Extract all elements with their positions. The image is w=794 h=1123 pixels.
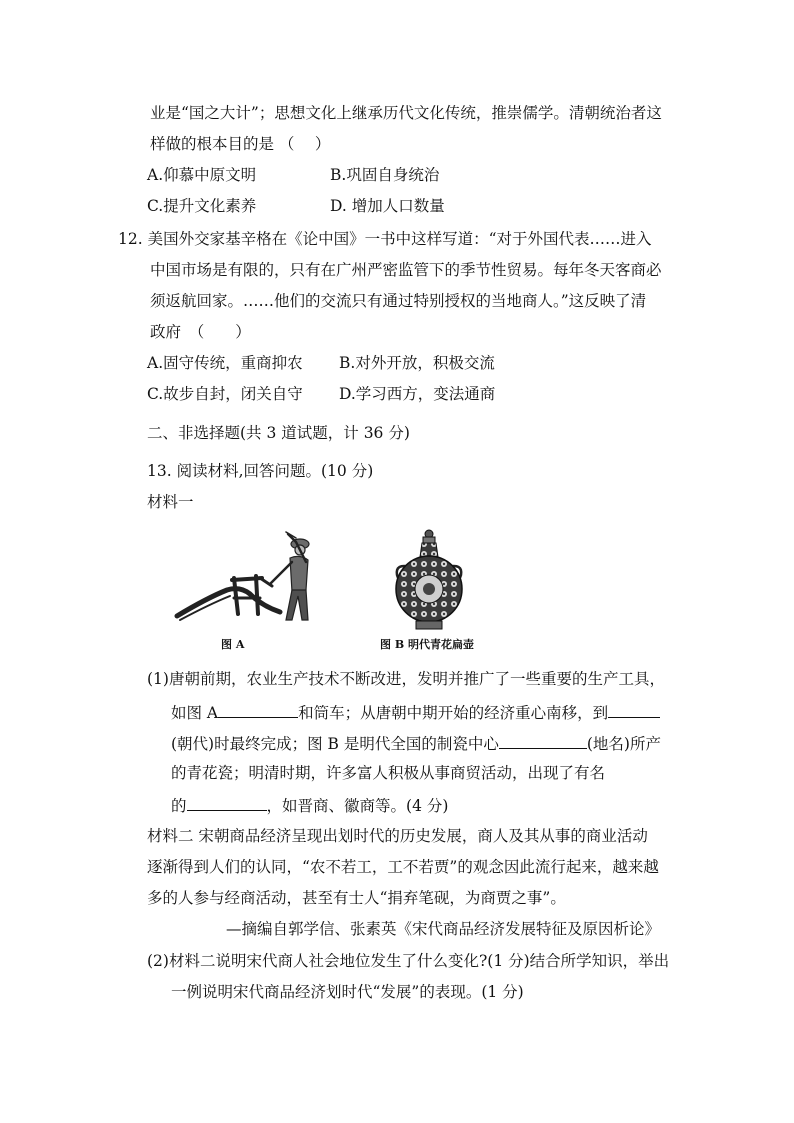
material-two-line1: 材料二 宋朝商品经济呈现出划时代的历史发展，商人及其从事的商业活动 [147,827,648,845]
material-two-line2: 逐渐得到人们的认同，“农不若工，工不若贾”的观念因此流行起来，越来越 [147,858,659,876]
answer-blank-tool[interactable] [218,701,298,718]
section-heading: 二、非选择题(共 3 道试题，计 36 分) [147,424,410,442]
material-two-line3: 多的人参与经商活动，甚至有士人“捐弃笔砚，为商贾之事”。 [147,889,566,907]
q11-stem-line1: 业是“国之大计”；思想文化上继承历代文化传统，推崇儒学。清朝统治者这 [150,104,662,122]
answer-blank-dynasty[interactable] [608,701,660,718]
q13-part1-line5-text-b: ，如晋商、徽商等。(4 分) [266,797,449,815]
q12-stem-line1: 12. 美国外交家基辛格在《论中国》一书中这样写道：“对于外国代表……进入 [118,230,652,248]
q13-part1-line2 [171,701,660,723]
figure-a-plough-illustration [172,528,332,628]
q12-stem-line2: 中国市场是有限的，只有在广州严密监管下的季节性贸易。每年冬天客商必 [150,261,662,279]
q12-option-b: B.对外开放，积极交流 [339,354,495,372]
q13-part1-line3-text-b: (地名)所产 [586,735,661,753]
material-two-source: —摘编自郭学信、张素英《宋代商品经济发展特征及原因析论》 [226,920,661,938]
q11-option-c: C.提升文化素养 [147,197,257,215]
figure-b-flask-illustration [389,529,469,633]
q13-part1-line2-text-b: 和筒车；从唐朝中期开始的经济重心南移，到 [298,704,609,722]
q13-part1-line3 [171,732,661,754]
figure-a-caption: 图 A [221,638,245,651]
q13-part1-line5-text-a: 的 [171,797,187,815]
q11-option-b: B.巩固自身统治 [330,166,440,184]
q13-part1-line1: (1)唐朝前期，农业生产技术不断改进，发明并推广了一些重要的生产工具， [147,670,665,688]
q13-part2-line1: (2)材料二说明宋代商人社会地位发生了什么变化?(1 分)结合所学知识，举出 [147,952,670,970]
q11-stem-line2: 样做的根本目的是 （ ） [150,135,331,153]
q12-stem-line3: 须返航回家。……他们的交流只有通过特别授权的当地商人。”这反映了清 [150,292,647,310]
q13-part1-line5 [171,794,448,816]
q11-option-d: D. 增加人口数量 [330,197,445,215]
figure-b-caption: 图 B 明代青花扁壶 [380,638,474,651]
q13-part1-line3-text-a: (朝代)时最终完成；图 B 是明代全国的制瓷中心 [171,735,499,753]
q12-option-d: D.学习西方，变法通商 [339,385,496,403]
q13-part1-line2-text-a: 如图 A [171,704,219,722]
q11-option-a: A.仰慕中原文明 [147,166,257,184]
q12-option-c: C.故步自封，闭关自守 [147,385,303,403]
q13-part1-line4: 的青花瓷；明清时期，许多富人积极从事商贸活动，出现了有名 [171,764,606,782]
answer-blank-merchant-groups[interactable] [187,794,267,811]
q13-part2-line2: 一例说明宋代商品经济划时代“发展”的表现。(1 分) [171,983,524,1001]
material-one-label: 材料一 [147,493,194,511]
q12-option-a: A.固守传统，重商抑农 [147,354,303,372]
q12-stem-line4: 政府 （ ） [150,323,251,341]
q13-title: 13. 阅读材料,回答问题。(10 分) [147,462,374,480]
answer-blank-porcelain-center[interactable] [499,732,587,749]
